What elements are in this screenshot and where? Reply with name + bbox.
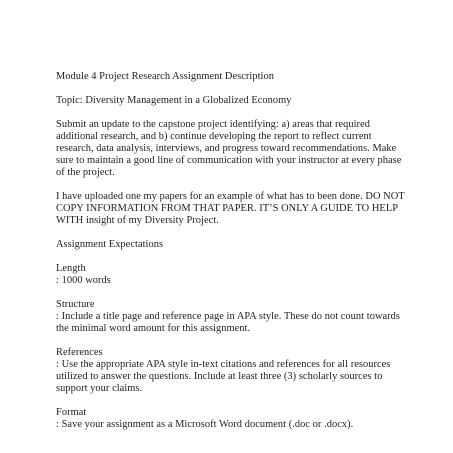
document-body <box>56 71 406 443</box>
section-references <box>56 347 406 395</box>
section-heading: References <box>56 347 103 358</box>
section-text: : Use the appropriate APA style in-text citations and references for all resources utilized to answer the questions. Include at least three (3) scholarly sources to support your claims. <box>56 359 391 394</box>
section-text: : Save your assignment as a Microsoft Word document (.doc or .docx). <box>56 419 354 430</box>
note-paragraph: I have uploaded one my papers for an example of what has to been done. DO NOT COPY INFORMATION FROM THAT PAPER. IT’S ONLY A GUIDE TO HELP WITH insight of my Diversity Project. <box>56 191 405 226</box>
section-structure <box>56 299 406 335</box>
section-heading: Length <box>56 263 86 274</box>
section-text: : Include a title page and reference page in APA style. These do not count towards the minimal word amount for this assignment. <box>56 311 401 334</box>
document-title: Module 4 Project Research Assignment Description <box>56 71 274 82</box>
section-text: : 1000 words <box>56 275 111 286</box>
expectations-heading: Assignment Expectations <box>56 239 164 250</box>
section-length <box>56 263 406 287</box>
section-heading: Structure <box>56 299 95 310</box>
section-heading: Format <box>56 407 87 418</box>
document-topic: Topic: Diversity Management in a Globalized Economy <box>56 95 292 106</box>
section-format <box>56 407 406 431</box>
intro-paragraph: Submit an update to the capstone project identifying: a) areas that required additional research, and b) continue developing the report to reflect current research, data analysis, interviews, and progress toward recommendations. Make sure to maintain a good line of communication with your instructor at every phase of the project. <box>56 119 402 178</box>
